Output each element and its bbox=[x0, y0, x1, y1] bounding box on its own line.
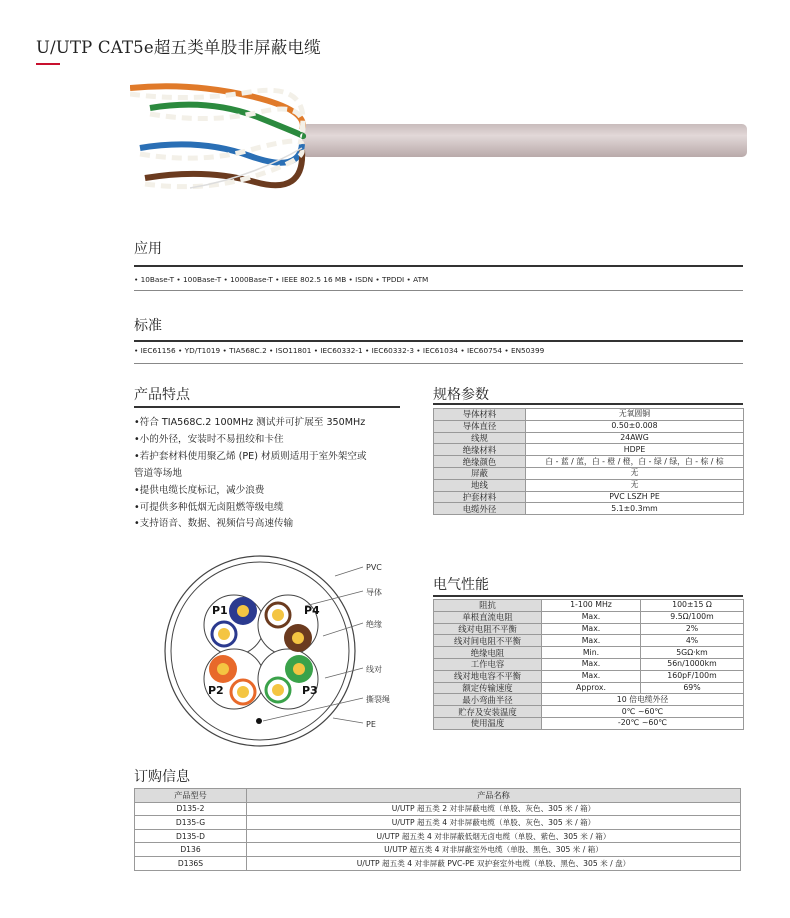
specs-rule bbox=[433, 403, 743, 405]
spec-value: HDPE bbox=[526, 444, 744, 456]
elec-mode: Max. bbox=[542, 635, 641, 647]
standards-bottom-rule bbox=[134, 363, 743, 364]
feature-item: 管道等场地 bbox=[134, 467, 182, 479]
diagram-label: 撕裂绳 bbox=[366, 695, 390, 704]
spec-key: 屏蔽 bbox=[434, 467, 526, 479]
features-heading: 产品特点 bbox=[134, 387, 190, 403]
electrical-rule bbox=[433, 595, 743, 597]
elec-key: 阻抗 bbox=[434, 600, 542, 612]
feature-item: •提供电缆长度标记，减少浪费 bbox=[134, 484, 265, 496]
elec-mode: Approx. bbox=[542, 682, 641, 694]
feature-item: •支持语音、数据、视频信号高速传输 bbox=[134, 518, 294, 530]
ordering-table bbox=[134, 788, 741, 871]
product-model: D135-G bbox=[135, 816, 247, 830]
column-header: 产品名称 bbox=[247, 789, 741, 803]
elec-value: 69% bbox=[641, 682, 744, 694]
elec-value: 2% bbox=[641, 623, 744, 635]
standards-rule bbox=[134, 340, 743, 342]
diagram-label: 绝缘 bbox=[366, 620, 382, 629]
table-row bbox=[434, 444, 744, 456]
table-row bbox=[434, 647, 744, 659]
table-row bbox=[135, 856, 741, 870]
pair-label: P4 bbox=[304, 604, 320, 617]
product-name: U/UTP 超五类 4 对非屏蔽 PVC-PE 双护套室外电缆（单股、黑色、305 米 / 盘） bbox=[247, 856, 741, 870]
electrical-heading: 电气性能 bbox=[433, 577, 489, 593]
cable-cross-section-diagram bbox=[155, 548, 415, 753]
table-row bbox=[135, 816, 741, 830]
elec-key: 最小弯曲半径 bbox=[434, 694, 542, 706]
table-header-row bbox=[135, 789, 741, 803]
elec-value: 160pF/100m bbox=[641, 670, 744, 682]
feature-item: •小的外径，安装时不易扭绞和卡住 bbox=[134, 433, 284, 445]
elec-key: 线对地电容不平衡 bbox=[434, 670, 542, 682]
elec-value: -20℃ ~60℃ bbox=[542, 717, 744, 729]
diagram-label: PE bbox=[366, 720, 376, 729]
elec-mode: Max. bbox=[542, 623, 641, 635]
title-accent-rule bbox=[36, 63, 60, 65]
spec-key: 绝缘颜色 bbox=[434, 456, 526, 468]
application-rule bbox=[134, 265, 743, 267]
table-row bbox=[434, 467, 744, 479]
pair-label: P1 bbox=[212, 604, 228, 617]
elec-key: 使用温度 bbox=[434, 717, 542, 729]
spec-key: 电缆外径 bbox=[434, 503, 526, 515]
elec-mode: Max. bbox=[542, 611, 641, 623]
spec-key: 导体材料 bbox=[434, 409, 526, 421]
elec-key: 线对间电阻不平衡 bbox=[434, 635, 542, 647]
spec-value: 无 bbox=[526, 467, 744, 479]
application-heading: 应用 bbox=[134, 241, 162, 257]
table-row bbox=[434, 682, 744, 694]
ordering-heading: 订购信息 bbox=[134, 769, 190, 785]
table-row bbox=[434, 409, 744, 421]
feature-item: •符合 TIA568C.2 100MHz 测试并可扩展至 350MHz bbox=[134, 417, 366, 428]
spec-value: 无 bbox=[526, 479, 744, 491]
page-title: U/UTP CAT5e超五类单股非屏蔽电缆 bbox=[36, 38, 321, 57]
table-row bbox=[135, 829, 741, 843]
table-row bbox=[434, 503, 744, 515]
electrical-table bbox=[433, 599, 744, 730]
elec-key: 绝缘电阻 bbox=[434, 647, 542, 659]
elec-key: 额定传输速度 bbox=[434, 682, 542, 694]
table-row bbox=[434, 670, 744, 682]
table-row bbox=[434, 456, 744, 468]
product-model: D135-D bbox=[135, 829, 247, 843]
product-name: U/UTP 超五类 4 对非屏蔽电缆（单股、灰色、305 米 / 箱） bbox=[247, 816, 741, 830]
spec-key: 绝缘材料 bbox=[434, 444, 526, 456]
pair-label: P2 bbox=[208, 684, 224, 697]
features-rule bbox=[134, 406, 400, 408]
table-row bbox=[434, 479, 744, 491]
features-list bbox=[134, 415, 404, 533]
table-row bbox=[434, 706, 744, 718]
elec-value: 100±15 Ω bbox=[641, 600, 744, 612]
table-row bbox=[434, 611, 744, 623]
elec-mode: Min. bbox=[542, 647, 641, 659]
table-row bbox=[434, 635, 744, 647]
table-row bbox=[434, 432, 744, 444]
standards-heading: 标准 bbox=[134, 318, 162, 334]
spec-value: 24AWG bbox=[526, 432, 744, 444]
elec-value: 4% bbox=[641, 635, 744, 647]
product-name: U/UTP 超五类 2 对非屏蔽电缆（单股、灰色、305 米 / 箱） bbox=[247, 802, 741, 816]
spec-value: 无氧圆铜 bbox=[526, 409, 744, 421]
elec-key: 线对电阻不平衡 bbox=[434, 623, 542, 635]
elec-mode: Max. bbox=[542, 670, 641, 682]
elec-mode: Max. bbox=[542, 658, 641, 670]
product-model: D136 bbox=[135, 843, 247, 857]
elec-value: 5GΩ·km bbox=[641, 647, 744, 659]
pair-label: P3 bbox=[302, 684, 318, 697]
table-row bbox=[434, 694, 744, 706]
specs-table bbox=[433, 408, 744, 515]
product-name: U/UTP 超五类 4 对非屏蔽低烟无卤电缆（单股、紫色、305 米 / 箱） bbox=[247, 829, 741, 843]
table-row bbox=[434, 491, 744, 503]
product-model: D136S bbox=[135, 856, 247, 870]
diagram-label: 导体 bbox=[366, 588, 382, 597]
feature-item: •可提供多种低烟无卤阻燃等级电缆 bbox=[134, 501, 284, 513]
diagram-label: PVC bbox=[366, 563, 382, 572]
spec-value: 0.50±0.008 bbox=[526, 420, 744, 432]
spec-value: 白 - 蓝 / 蓝，白 - 橙 / 橙，白 - 绿 / 绿，白 - 棕 / 棕 bbox=[526, 456, 744, 468]
standards-list: • IEC61156 • YD/T1019 • TIA568C.2 • ISO11801 • IEC60332-1 • IEC60332-3 • IEC61034 • IEC60754 • EN50399 bbox=[134, 346, 545, 355]
table-row bbox=[434, 623, 744, 635]
cable-product-image bbox=[130, 78, 750, 208]
elec-key: 单根直流电阻 bbox=[434, 611, 542, 623]
table-row bbox=[434, 600, 744, 612]
elec-value: 10 倍电缆外径 bbox=[542, 694, 744, 706]
elec-mode: 1-100 MHz bbox=[542, 600, 641, 612]
table-row bbox=[434, 420, 744, 432]
spec-value: 5.1±0.3mm bbox=[526, 503, 744, 515]
feature-item: •若护套材料使用聚乙烯 (PE) 材质则适用于室外架空或 bbox=[134, 450, 367, 462]
diagram-label: 线对 bbox=[366, 665, 382, 674]
application-list: • 10Base-T • 100Base-T • 1000Base-T • IEEE 802.5 16 MB • ISDN • TPDDI • ATM bbox=[134, 275, 429, 284]
application-bottom-rule bbox=[134, 290, 743, 291]
table-row bbox=[135, 843, 741, 857]
spec-key: 地线 bbox=[434, 479, 526, 491]
column-header: 产品型号 bbox=[135, 789, 247, 803]
spec-value: PVC LSZH PE bbox=[526, 491, 744, 503]
product-model: D135-2 bbox=[135, 802, 247, 816]
table-row bbox=[434, 658, 744, 670]
elec-key: 贮存及安装温度 bbox=[434, 706, 542, 718]
elec-value: 9.5Ω/100m bbox=[641, 611, 744, 623]
product-name: U/UTP 超五类 4 对非屏蔽室外电缆（单股、黑色、305 米 / 箱） bbox=[247, 843, 741, 857]
elec-value: 56n/1000km bbox=[641, 658, 744, 670]
spec-key: 线规 bbox=[434, 432, 526, 444]
specs-heading: 规格参数 bbox=[433, 387, 489, 403]
table-row bbox=[434, 717, 744, 729]
spec-key: 护套材料 bbox=[434, 491, 526, 503]
elec-key: 工作电容 bbox=[434, 658, 542, 670]
spec-key: 导体直径 bbox=[434, 420, 526, 432]
table-row bbox=[135, 802, 741, 816]
elec-value: 0℃ ~60℃ bbox=[542, 706, 744, 718]
